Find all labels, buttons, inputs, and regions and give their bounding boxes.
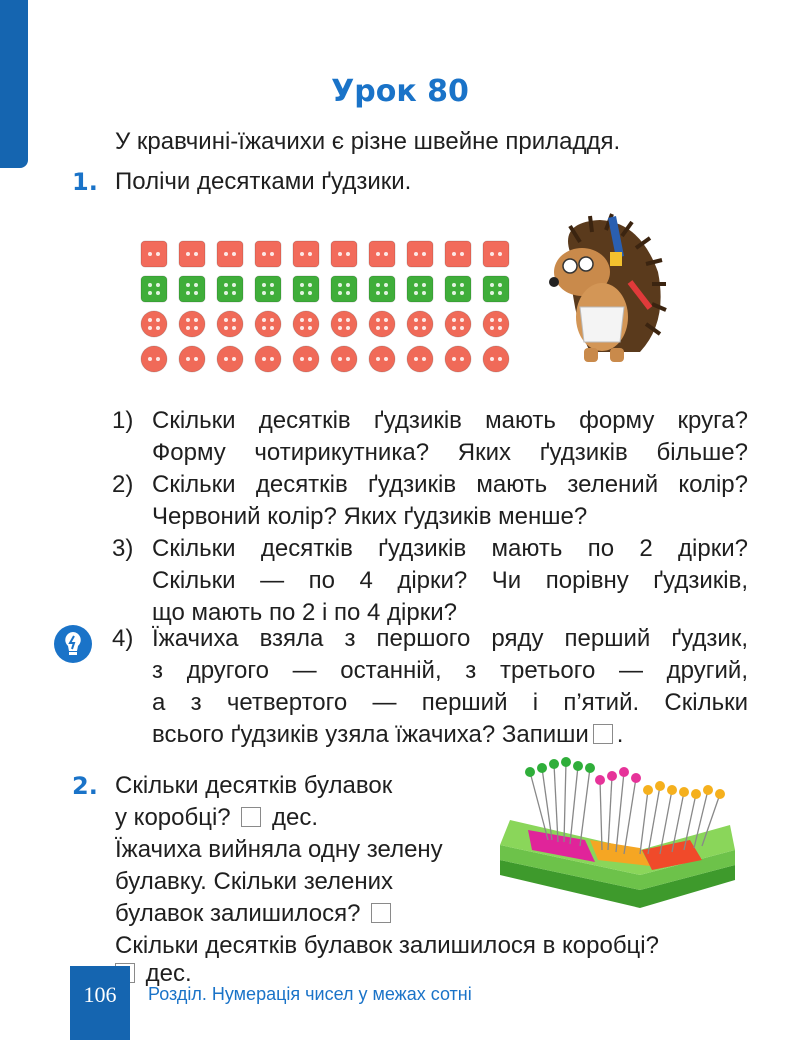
button-square xyxy=(369,241,395,267)
q3-label: 3) xyxy=(112,535,134,562)
button-circle xyxy=(483,311,509,337)
button-circle xyxy=(293,346,319,372)
answer-box[interactable] xyxy=(241,807,261,827)
button-square xyxy=(255,241,281,267)
button-square xyxy=(445,241,471,267)
button-circle xyxy=(255,311,281,337)
button-square xyxy=(407,276,433,302)
button-circle xyxy=(407,346,433,372)
button-square xyxy=(407,241,433,267)
button-circle xyxy=(445,346,471,372)
button-square xyxy=(331,276,357,302)
button-square xyxy=(179,241,205,267)
hedgehog-illustration xyxy=(540,212,670,372)
button-circle xyxy=(179,311,205,337)
button-circle xyxy=(483,346,509,372)
lightbulb-icon xyxy=(53,624,93,664)
q1-line2: Форму чотирикутника? Яких ґудзиків більше? xyxy=(152,439,748,466)
button-circle xyxy=(331,346,357,372)
answer-box[interactable] xyxy=(371,903,391,923)
button-square xyxy=(445,276,471,302)
task2-line2a: у коробці? xyxy=(115,804,231,831)
button-circle xyxy=(255,346,281,372)
button-circle xyxy=(293,311,319,337)
button-circle xyxy=(407,311,433,337)
task2-line5-wrap xyxy=(115,898,395,930)
page-number: 106 xyxy=(83,982,117,1007)
task2-line2b: дес. xyxy=(272,804,319,831)
q2-label: 2) xyxy=(112,471,134,498)
q4-line3: а з четвертого — перший і п’ятий. Скільки xyxy=(152,689,748,716)
button-square xyxy=(217,276,243,302)
q2-line1: Скільки десятків ґудзиків мають зелений колір? xyxy=(152,471,748,498)
q4-line2: з другого — останній, з третього — другий, xyxy=(152,657,748,684)
button-circle xyxy=(141,346,167,372)
button-square xyxy=(255,276,281,302)
button-square xyxy=(293,276,319,302)
task2-line7: дес. xyxy=(145,960,192,987)
q4-line1: Їжачиха взяла з першого ряду перший ґудзик, xyxy=(152,625,748,652)
q4-period: . xyxy=(616,721,624,748)
task2-line3: Їжачиха вийняла одну зелену xyxy=(115,836,443,863)
button-square xyxy=(179,276,205,302)
button-square xyxy=(483,276,509,302)
q4-line4-wrap xyxy=(152,719,623,751)
q4-label: 4) xyxy=(112,625,134,652)
q3-line3: що мають по 2 і по 4 дірки? xyxy=(152,599,457,626)
q4-line4: всього ґудзиків узяла їжачиха? Запиши xyxy=(152,721,589,748)
section-title: Розділ. Нумерація чисел у межах сотні xyxy=(148,984,472,1004)
task2-line6: Скільки десятків булавок залишилося в коробці? xyxy=(115,932,659,959)
task2-number: 2. xyxy=(72,772,98,800)
buttons-illustration xyxy=(140,240,520,385)
q1-label: 1) xyxy=(112,407,134,434)
button-circle xyxy=(217,311,243,337)
task1-number: 1. xyxy=(72,168,98,196)
button-circle xyxy=(331,311,357,337)
button-circle xyxy=(179,346,205,372)
button-square xyxy=(331,241,357,267)
pin-box-illustration xyxy=(490,750,740,910)
button-circle xyxy=(141,311,167,337)
task2-line2-wrap xyxy=(115,802,318,834)
button-square xyxy=(293,241,319,267)
button-square xyxy=(141,276,167,302)
task2-line4: булавку. Скільки зелених xyxy=(115,868,394,895)
intro-text: У кравчині-їжачихи є різне швейне приладдя. xyxy=(115,128,621,155)
q1-line1: Скільки десятків ґудзиків мають форму круга? xyxy=(152,407,748,434)
button-circle xyxy=(217,346,243,372)
answer-box[interactable] xyxy=(593,724,613,744)
q3-line2: Скільки — по 4 дірки? Чи порівну ґудзиків, xyxy=(152,567,748,594)
task1-prompt: Полічи десятками ґудзики. xyxy=(115,168,412,195)
page-title: Урок 80 xyxy=(331,74,469,109)
button-square xyxy=(217,241,243,267)
task2-line1: Скільки десятків булавок xyxy=(115,772,393,799)
button-square xyxy=(483,241,509,267)
task2-line5: булавок залишилося? xyxy=(115,900,361,927)
button-square xyxy=(141,241,167,267)
button-circle xyxy=(369,346,395,372)
q3-line1: Скільки десятків ґудзиків мають по 2 дірки? xyxy=(152,535,748,562)
button-circle xyxy=(369,311,395,337)
button-circle xyxy=(445,311,471,337)
q2-line2: Червоний колір? Яких ґудзиків менше? xyxy=(152,503,588,530)
button-square xyxy=(369,276,395,302)
